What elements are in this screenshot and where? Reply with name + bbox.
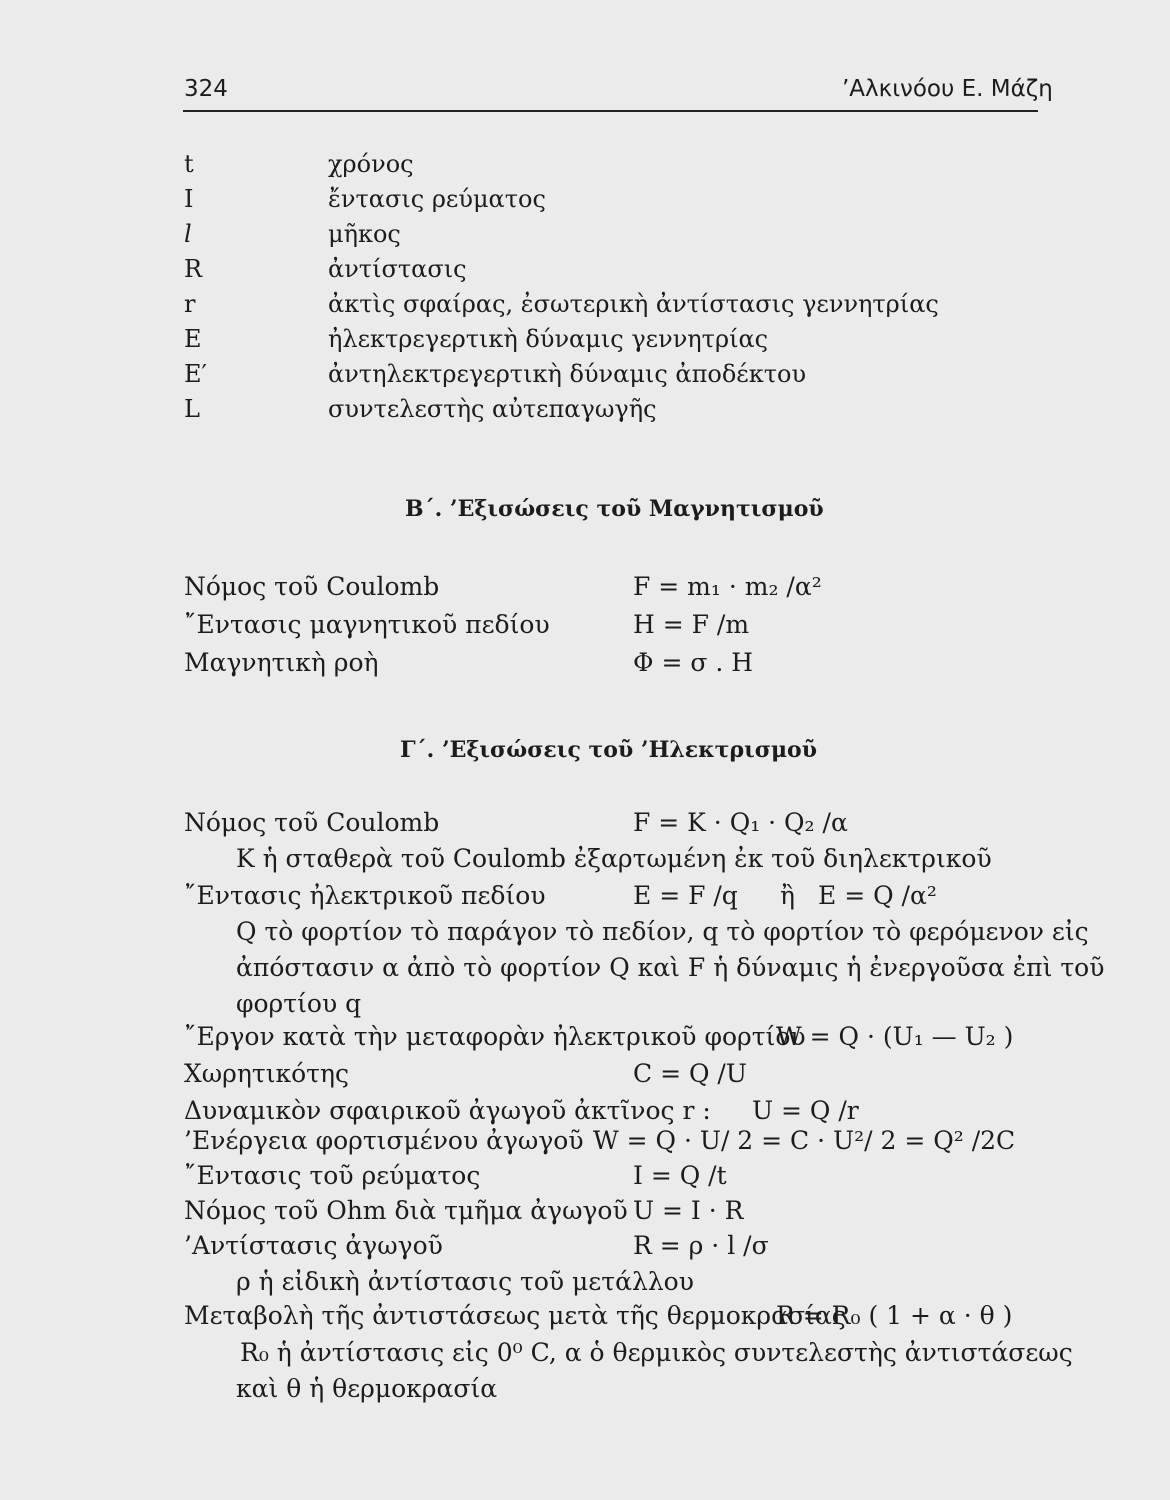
symbol-meaning: ἀντίστασις bbox=[328, 255, 467, 283]
equation-label: ῎Εργον κατὰ τὴν μεταφορὰν ἠλεκτρικοῦ φορτίου bbox=[184, 1022, 806, 1051]
equation-label: ῎Εντασις ἠλεκτρικοῦ πεδίου bbox=[184, 881, 546, 910]
note-line: K ἡ σταθερὰ τοῦ Coulomb ἐξαρτωμένη ἐκ τοῦ διηλεκτρικοῦ bbox=[236, 844, 992, 873]
symbol: R bbox=[184, 255, 203, 283]
equation-formula: E = Q /α² bbox=[818, 881, 937, 910]
note-line: ἀπόστασιν α ἀπὸ τὸ φορτίον Q καὶ F ἡ δύναμις ἡ ἐνεργοῦσα ἐπὶ τοῦ bbox=[236, 953, 1105, 982]
conjunction: ἢ bbox=[780, 881, 795, 910]
equation-formula: F = m₁ · m₂ /α² bbox=[633, 572, 822, 601]
running-head-author: ’Αλκινόου Ε. Μάζη bbox=[842, 76, 1053, 102]
symbol-meaning: ἀντηλεκτρεγερτικὴ δύναμις ἀποδέκτου bbox=[328, 360, 807, 388]
equation-formula: Φ = σ . H bbox=[633, 648, 754, 677]
equation-formula: C = Q /U bbox=[633, 1059, 747, 1088]
equation-formula: R = ρ · l /σ bbox=[633, 1231, 769, 1260]
equation-label: ῎Εντασις τοῦ ρεύματος bbox=[184, 1161, 481, 1190]
equation-label: Δυναμικὸν σφαιρικοῦ ἀγωγοῦ ἀκτῖνος r : bbox=[184, 1096, 711, 1125]
page-number: 324 bbox=[184, 76, 228, 102]
symbol-meaning: μῆκος bbox=[328, 220, 401, 248]
equation-formula: H = F /m bbox=[633, 610, 750, 639]
equation-formula: I = Q /t bbox=[633, 1161, 727, 1190]
note-line: R₀ ἡ ἀντίστασις εἰς 0⁰ C, α ὁ θερμικὸς συντελεστὴς ἀντιστάσεως bbox=[240, 1338, 1073, 1367]
equation-label: Νόμος τοῦ Ohm διὰ τμῆμα ἀγωγοῦ bbox=[184, 1196, 628, 1225]
symbol-meaning: συντελεστὴς αὐτεπαγωγῆς bbox=[328, 395, 657, 423]
note-line: Q τὸ φορτίον τὸ παράγον τὸ πεδίον, q τὸ φορτίον τὸ φερόμενον εἰς bbox=[236, 917, 1089, 946]
note-line: ρ ἡ εἰδικὴ ἀντίστασις τοῦ μετάλλου bbox=[236, 1267, 694, 1296]
symbol: l bbox=[184, 220, 192, 248]
equation-label: ’Ενέργεια φορτισμένου ἀγωγοῦ bbox=[184, 1126, 584, 1155]
symbol-meaning: χρόνος bbox=[328, 150, 414, 178]
equation-formula: U = Q /r bbox=[752, 1096, 859, 1125]
note-line: φορτίου q bbox=[236, 989, 362, 1018]
symbol: r bbox=[184, 290, 196, 318]
note-line: καὶ θ ἡ θερμοκρασία bbox=[236, 1374, 498, 1403]
equation-label: Χωρητικότης bbox=[184, 1059, 349, 1088]
header-rule bbox=[183, 110, 1038, 112]
equation-label: ’Αντίστασις ἀγωγοῦ bbox=[184, 1231, 443, 1260]
equation-label: ῎Εντασις μαγνητικοῦ πεδίου bbox=[184, 610, 550, 639]
section-heading-electricity: Γ΄. ’Εξισώσεις τοῦ ’Ηλεκτρισμοῦ bbox=[400, 737, 817, 763]
equation-label: Νόμος τοῦ Coulomb bbox=[184, 808, 440, 837]
equation-label: Μεταβολὴ τῆς ἀντιστάσεως μετὰ τῆς θερμοκρασίας bbox=[184, 1301, 846, 1330]
symbol-meaning: ἠλεκτρεγερτικὴ δύναμις γεννητρίας bbox=[328, 325, 769, 353]
symbol-meaning: ἔντασις ρεύματος bbox=[328, 185, 546, 213]
equation-formula: E = F /q bbox=[633, 881, 738, 910]
symbol: L bbox=[184, 395, 200, 423]
equation-formula: U = I · R bbox=[633, 1196, 744, 1225]
symbol: E′ bbox=[184, 360, 207, 388]
equation-label: Νόμος τοῦ Coulomb bbox=[184, 572, 440, 601]
symbol-meaning: ἀκτὶς σφαίρας, ἐσωτερικὴ ἀντίστασις γεννητρίας bbox=[328, 290, 939, 318]
symbol: E bbox=[184, 325, 202, 353]
equation-label: Μαγνητικὴ ροὴ bbox=[184, 648, 379, 677]
equation-formula: W = Q · (U₁ — U₂ ) bbox=[776, 1022, 1014, 1051]
equation-formula: F = K · Q₁ · Q₂ /α bbox=[633, 808, 848, 837]
symbol: t bbox=[184, 150, 194, 178]
section-heading-magnetism: Β΄. ’Εξισώσεις τοῦ Μαγνητισμοῦ bbox=[405, 496, 824, 522]
symbol: I bbox=[184, 185, 194, 213]
equation-formula: W = Q · U/ 2 = C · U²/ 2 = Q² /2C bbox=[593, 1126, 1016, 1155]
equation-formula: R = R₀ ( 1 + α · θ ) bbox=[776, 1301, 1013, 1330]
